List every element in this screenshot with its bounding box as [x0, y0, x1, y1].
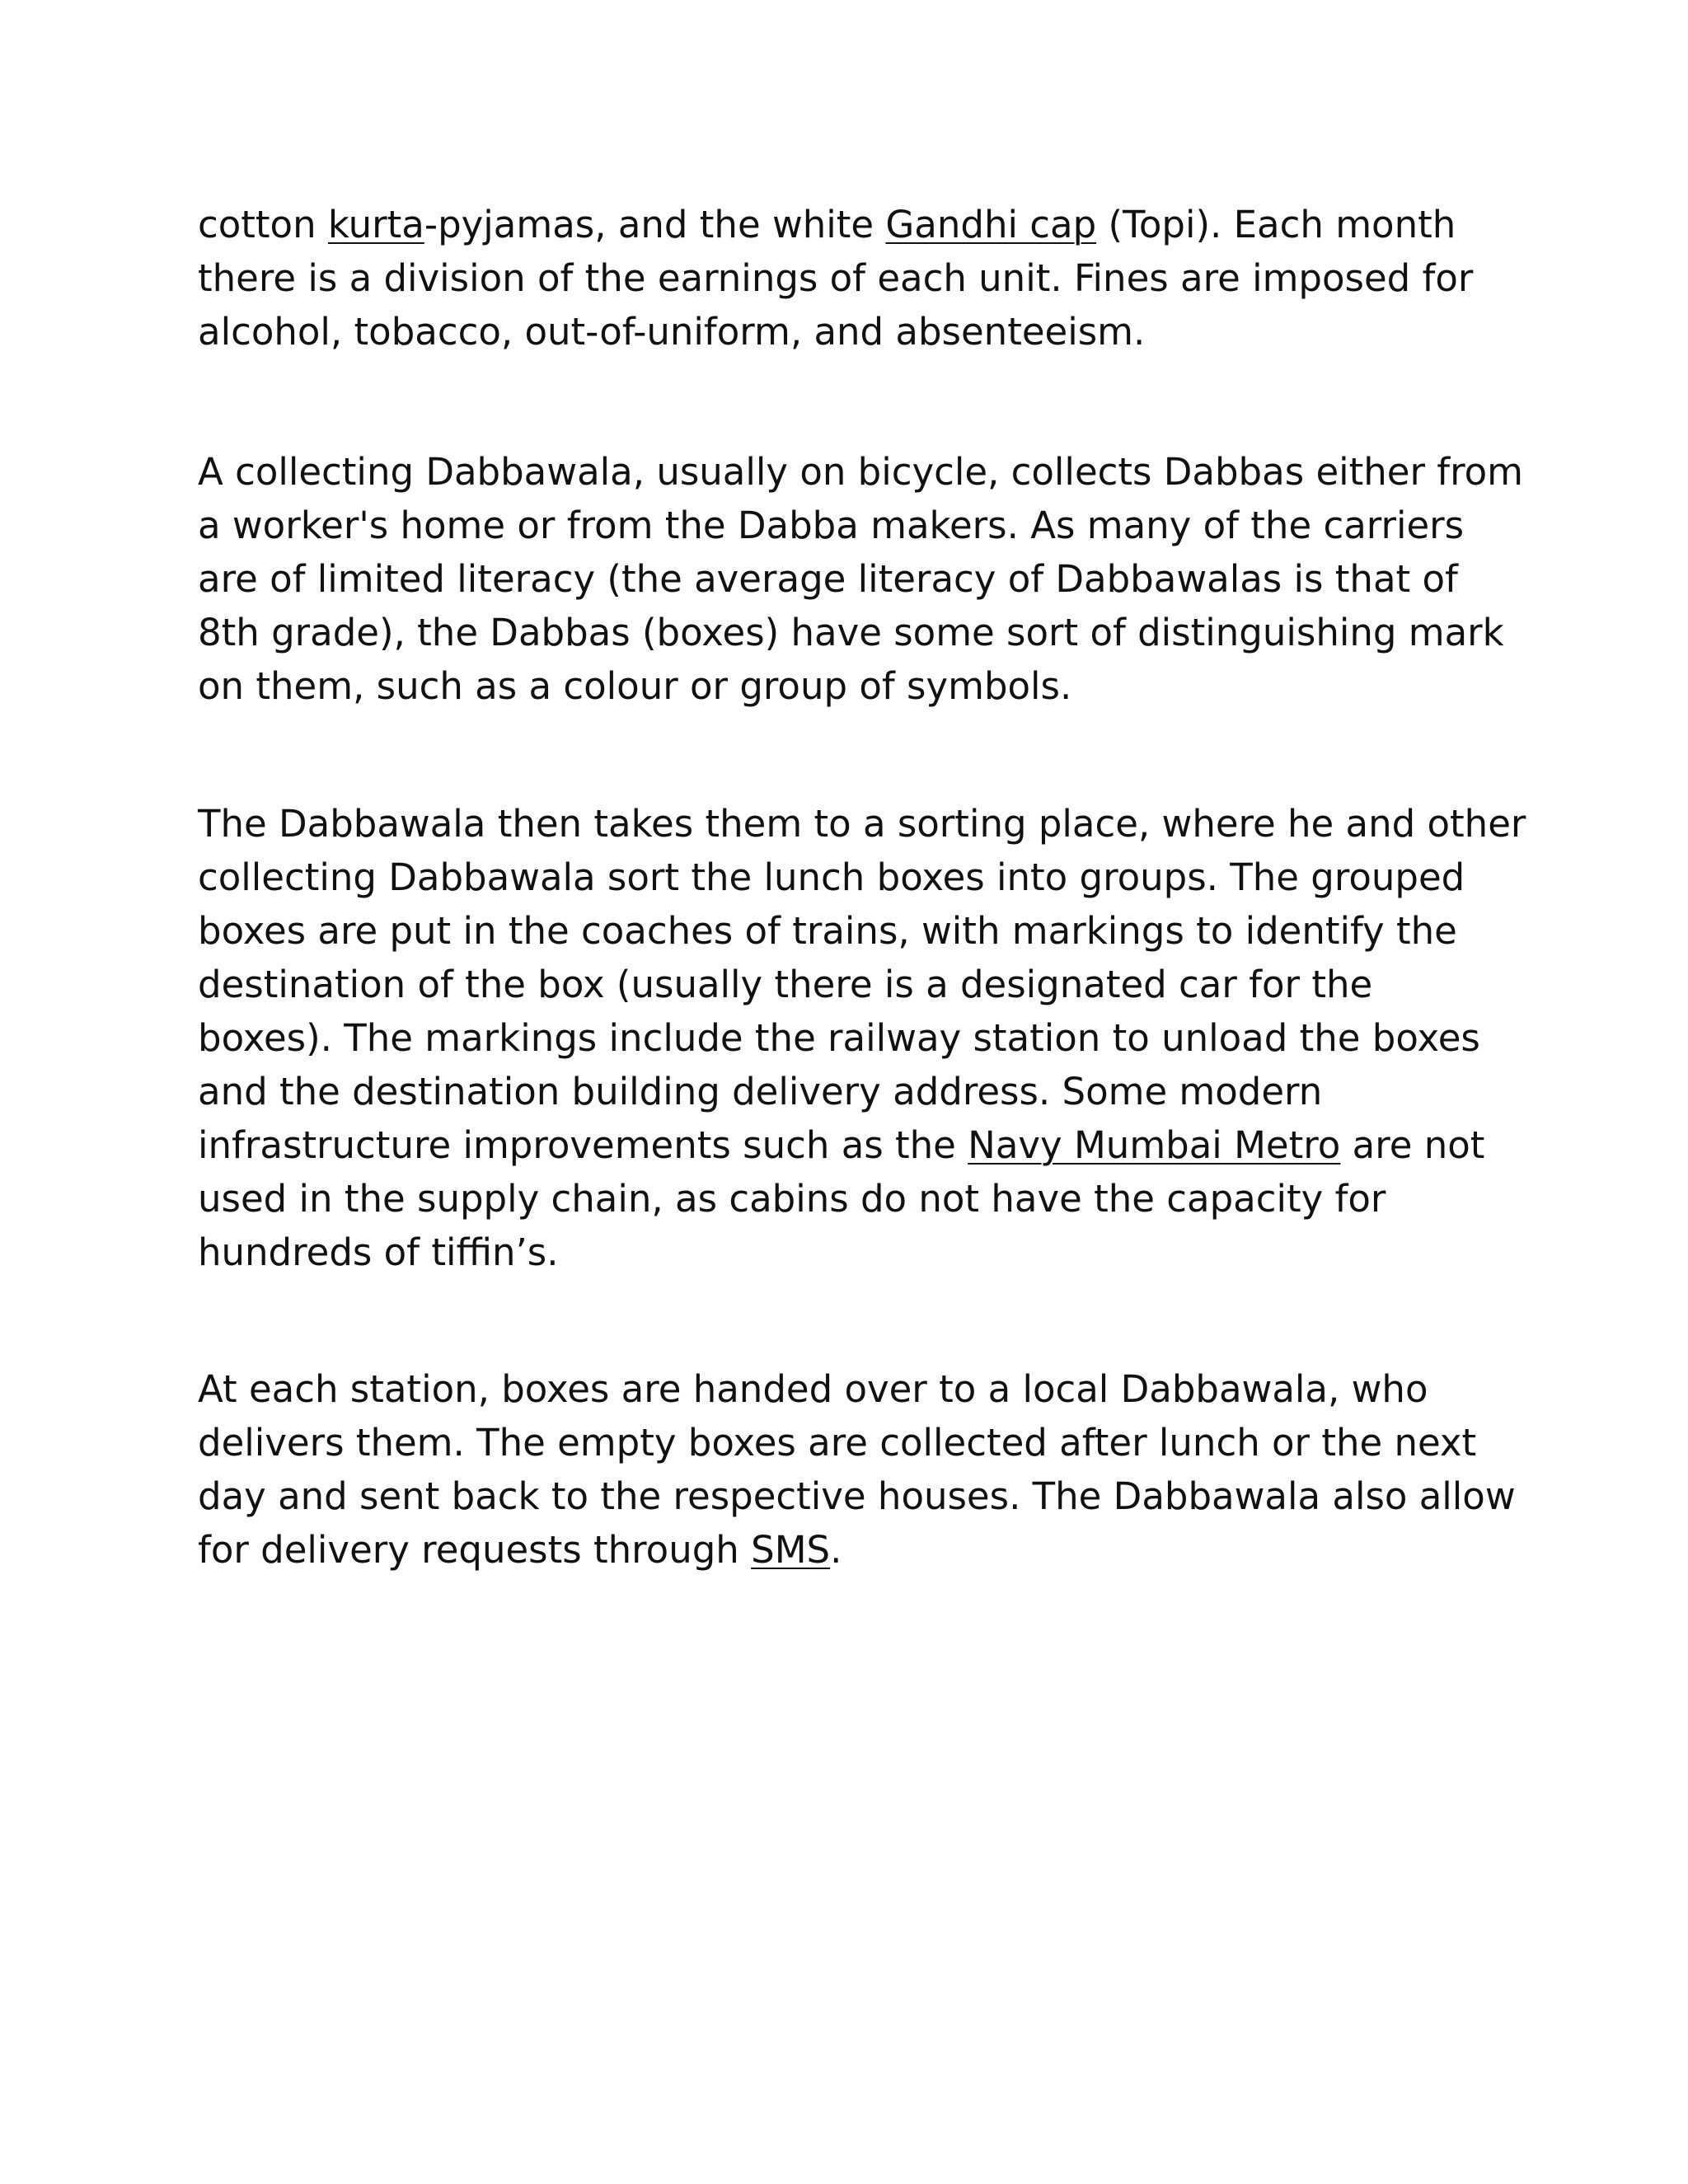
text-line — [198, 904, 1500, 958]
text-segment: collecting Dabbawala sort the lunch boxes into groups. The grouped — [198, 855, 1465, 899]
text-line — [198, 198, 1500, 251]
text-segment: At each station, boxes are handed over to a local Dabbawala, who — [198, 1367, 1428, 1411]
text-line — [198, 251, 1500, 305]
text-segment: . — [830, 1528, 842, 1572]
text-line — [198, 659, 1500, 713]
text-segment: day and sent back to the respective houses. The Dabbawala also allow — [198, 1474, 1516, 1518]
link-navy-mumbai-metro[interactable]: Navy Mumbai Metro — [968, 1123, 1341, 1167]
text-segment: are not — [1340, 1123, 1485, 1167]
text-line — [198, 1226, 1500, 1279]
text-segment: boxes are put in the coaches of trains, with markings to identify the — [198, 909, 1457, 953]
paragraph-station-delivery — [198, 1362, 1516, 1577]
text-line — [198, 305, 1500, 359]
text-segment: (Topi). Each month — [1096, 203, 1456, 246]
text-line — [198, 1011, 1500, 1065]
link-gandhi-cap[interactable]: Gandhi cap — [885, 203, 1097, 246]
text-segment: destination of the box (usually there is a designated car for the — [198, 963, 1373, 1006]
text-line — [198, 1172, 1500, 1226]
text-line — [198, 1416, 1500, 1469]
link-kurta[interactable]: kurta — [327, 203, 424, 246]
text-segment: are of limited literacy (the average literacy of Dabbawalas is that of — [198, 557, 1458, 601]
text-line — [198, 445, 1524, 499]
text-segment: hundreds of tiffin’s. — [198, 1230, 559, 1274]
paragraph-uniform-earnings — [198, 198, 1500, 359]
text-line — [198, 1469, 1516, 1523]
text-segment: there is a division of the earnings of each unit. Fines are imposed for — [198, 256, 1474, 300]
text-segment: -pyjamas, and the white — [424, 203, 886, 246]
text-segment: infrastructure improvements such as the — [198, 1123, 968, 1167]
text-line — [198, 1118, 1500, 1172]
text-line — [198, 1523, 1500, 1577]
text-segment: used in the supply chain, as cabins do not have the capacity for — [198, 1177, 1386, 1221]
text-line — [198, 552, 1500, 606]
paragraph-sorting-place — [198, 797, 1526, 1279]
text-line — [198, 851, 1500, 904]
text-segment: and the destination building delivery address. Some modern — [198, 1070, 1323, 1113]
paragraph-collecting-dabbawala — [198, 445, 1524, 713]
text-segment: 8th grade), the Dabbas (boxes) have some sort of distinguishing mark — [198, 611, 1504, 654]
text-segment: on them, such as a colour or group of symbols. — [198, 664, 1072, 708]
link-sms[interactable]: SMS — [751, 1528, 831, 1572]
text-segment: delivers them. The empty boxes are collected after lunch or the next — [198, 1421, 1477, 1465]
text-line — [198, 797, 1526, 851]
text-line — [198, 958, 1500, 1011]
text-segment: alcohol, tobacco, out-of-uniform, and absenteeism. — [198, 310, 1146, 354]
text-segment: boxes). The markings include the railway station to unload the boxes — [198, 1016, 1480, 1060]
text-segment: The Dabbawala then takes them to a sorting place, where he and other — [198, 802, 1526, 846]
text-line — [198, 1362, 1500, 1416]
text-segment: cotton — [198, 203, 328, 246]
text-segment: A collecting Dabbawala, usually on bicycle, collects Dabbas either from — [198, 450, 1524, 494]
text-segment: a worker's home or from the Dabba makers. As many of the carriers — [198, 504, 1465, 547]
text-line — [198, 499, 1500, 552]
text-line — [198, 1065, 1500, 1118]
text-segment: for delivery requests through — [198, 1528, 752, 1572]
text-line — [198, 606, 1504, 659]
